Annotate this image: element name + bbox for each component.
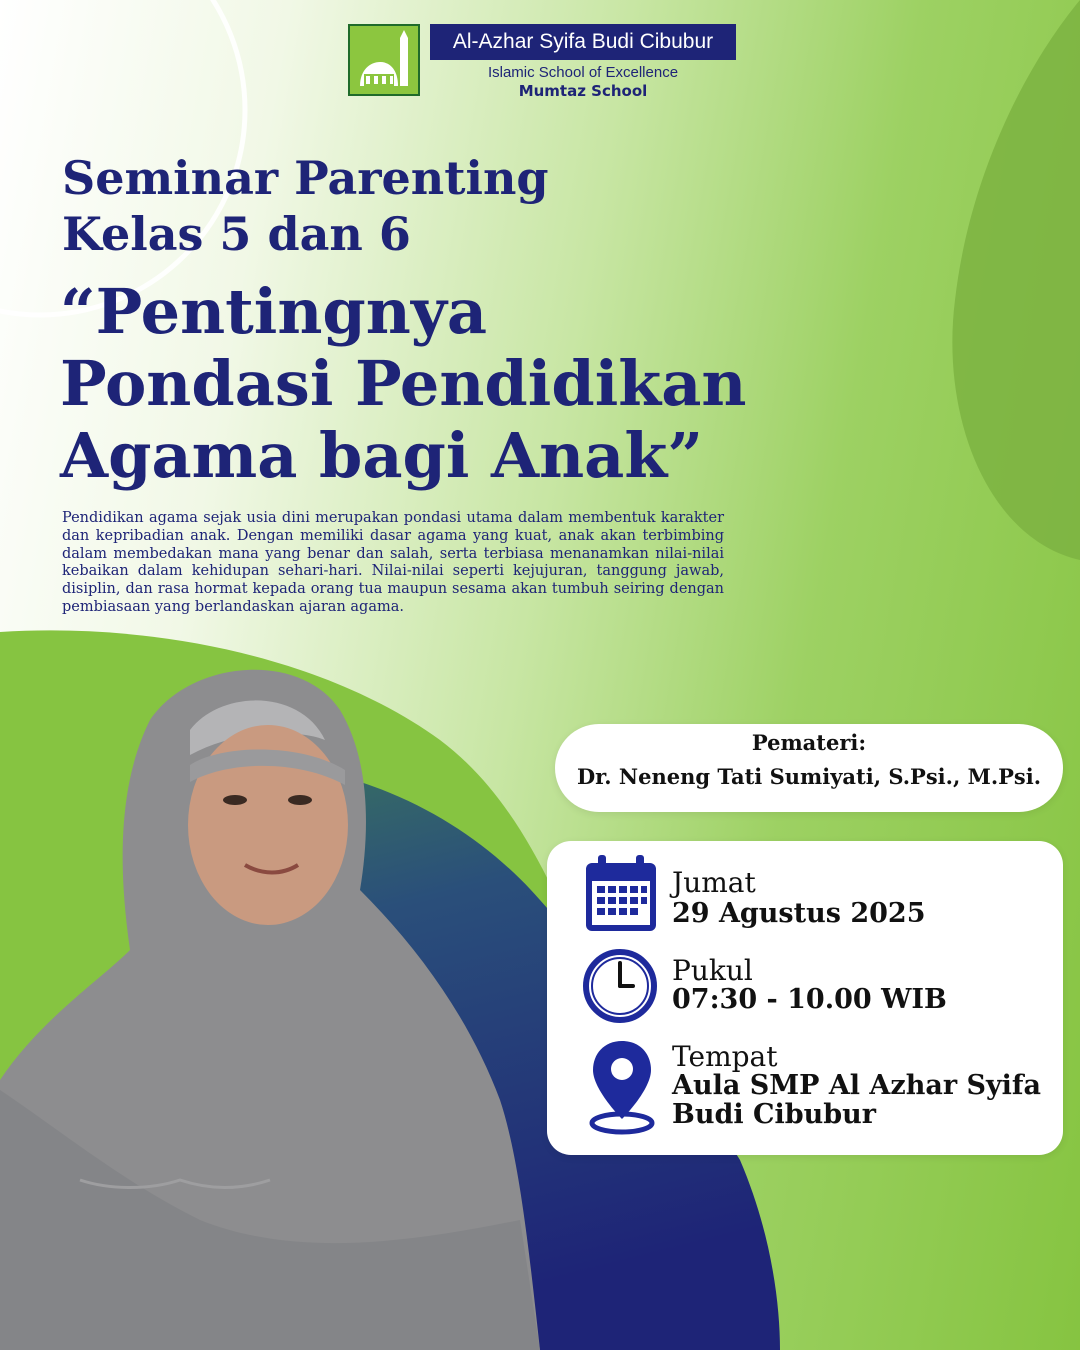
- seminar-headline: “Pentingnya Pondasi Pendidikan Agama bagi Anak”: [60, 275, 747, 492]
- event-info-card: [547, 841, 1063, 1155]
- event-time: 07:30 - 10.00 WIB: [672, 984, 947, 1015]
- speaker-name: Dr. Neneng Tati Sumiyati, S.Psi., M.Psi.: [576, 764, 1042, 789]
- place-label: Tempat: [672, 1040, 778, 1073]
- school-logo: [348, 24, 420, 96]
- speaker-label: Pemateri:: [751, 730, 867, 755]
- school-tagline: Islamic School of Excellence: [487, 64, 679, 81]
- calendar-icon: [582, 853, 660, 935]
- speaker-card: [555, 724, 1063, 812]
- mosque-icon: [350, 26, 418, 94]
- school-subtitle: Mumtaz School: [518, 82, 648, 100]
- clock-icon: [581, 947, 659, 1025]
- speaker-photo: [0, 660, 560, 1350]
- event-place-line1: Aula SMP Al Azhar Syifa: [672, 1070, 1042, 1101]
- day-label: Jumat: [672, 866, 756, 899]
- seminar-title: Seminar Parenting: [62, 151, 549, 205]
- seminar-class: Kelas 5 dan 6: [62, 207, 411, 261]
- location-pin-icon: [587, 1037, 657, 1137]
- time-label: Pukul: [672, 954, 753, 987]
- school-name: Al-Azhar Syifa Budi Cibubur: [430, 24, 736, 60]
- seminar-description: Pendidikan agama sejak usia dini merupakan pondasi utama dalam membentuk karakter dan kepribadian anak. Dengan memiliki dasar agama yang kuat, anak akan terbimbing dalam membedakan mana yang benar dan salah, serta terbiasa menanamkan nilai-nilai kebaikan dalam kehidupan sehari-hari. Nilai-nilai seperti kejujuran, tanggung jawab, disiplin, dan rasa hormat kepada orang tua maupun sesama akan tumbuh seiring dengan pembiasaan yang berlandaskan ajaran agama.: [62, 510, 724, 615]
- event-place-line2: Budi Cibubur: [672, 1099, 876, 1130]
- event-date: 29 Agustus 2025: [672, 898, 926, 929]
